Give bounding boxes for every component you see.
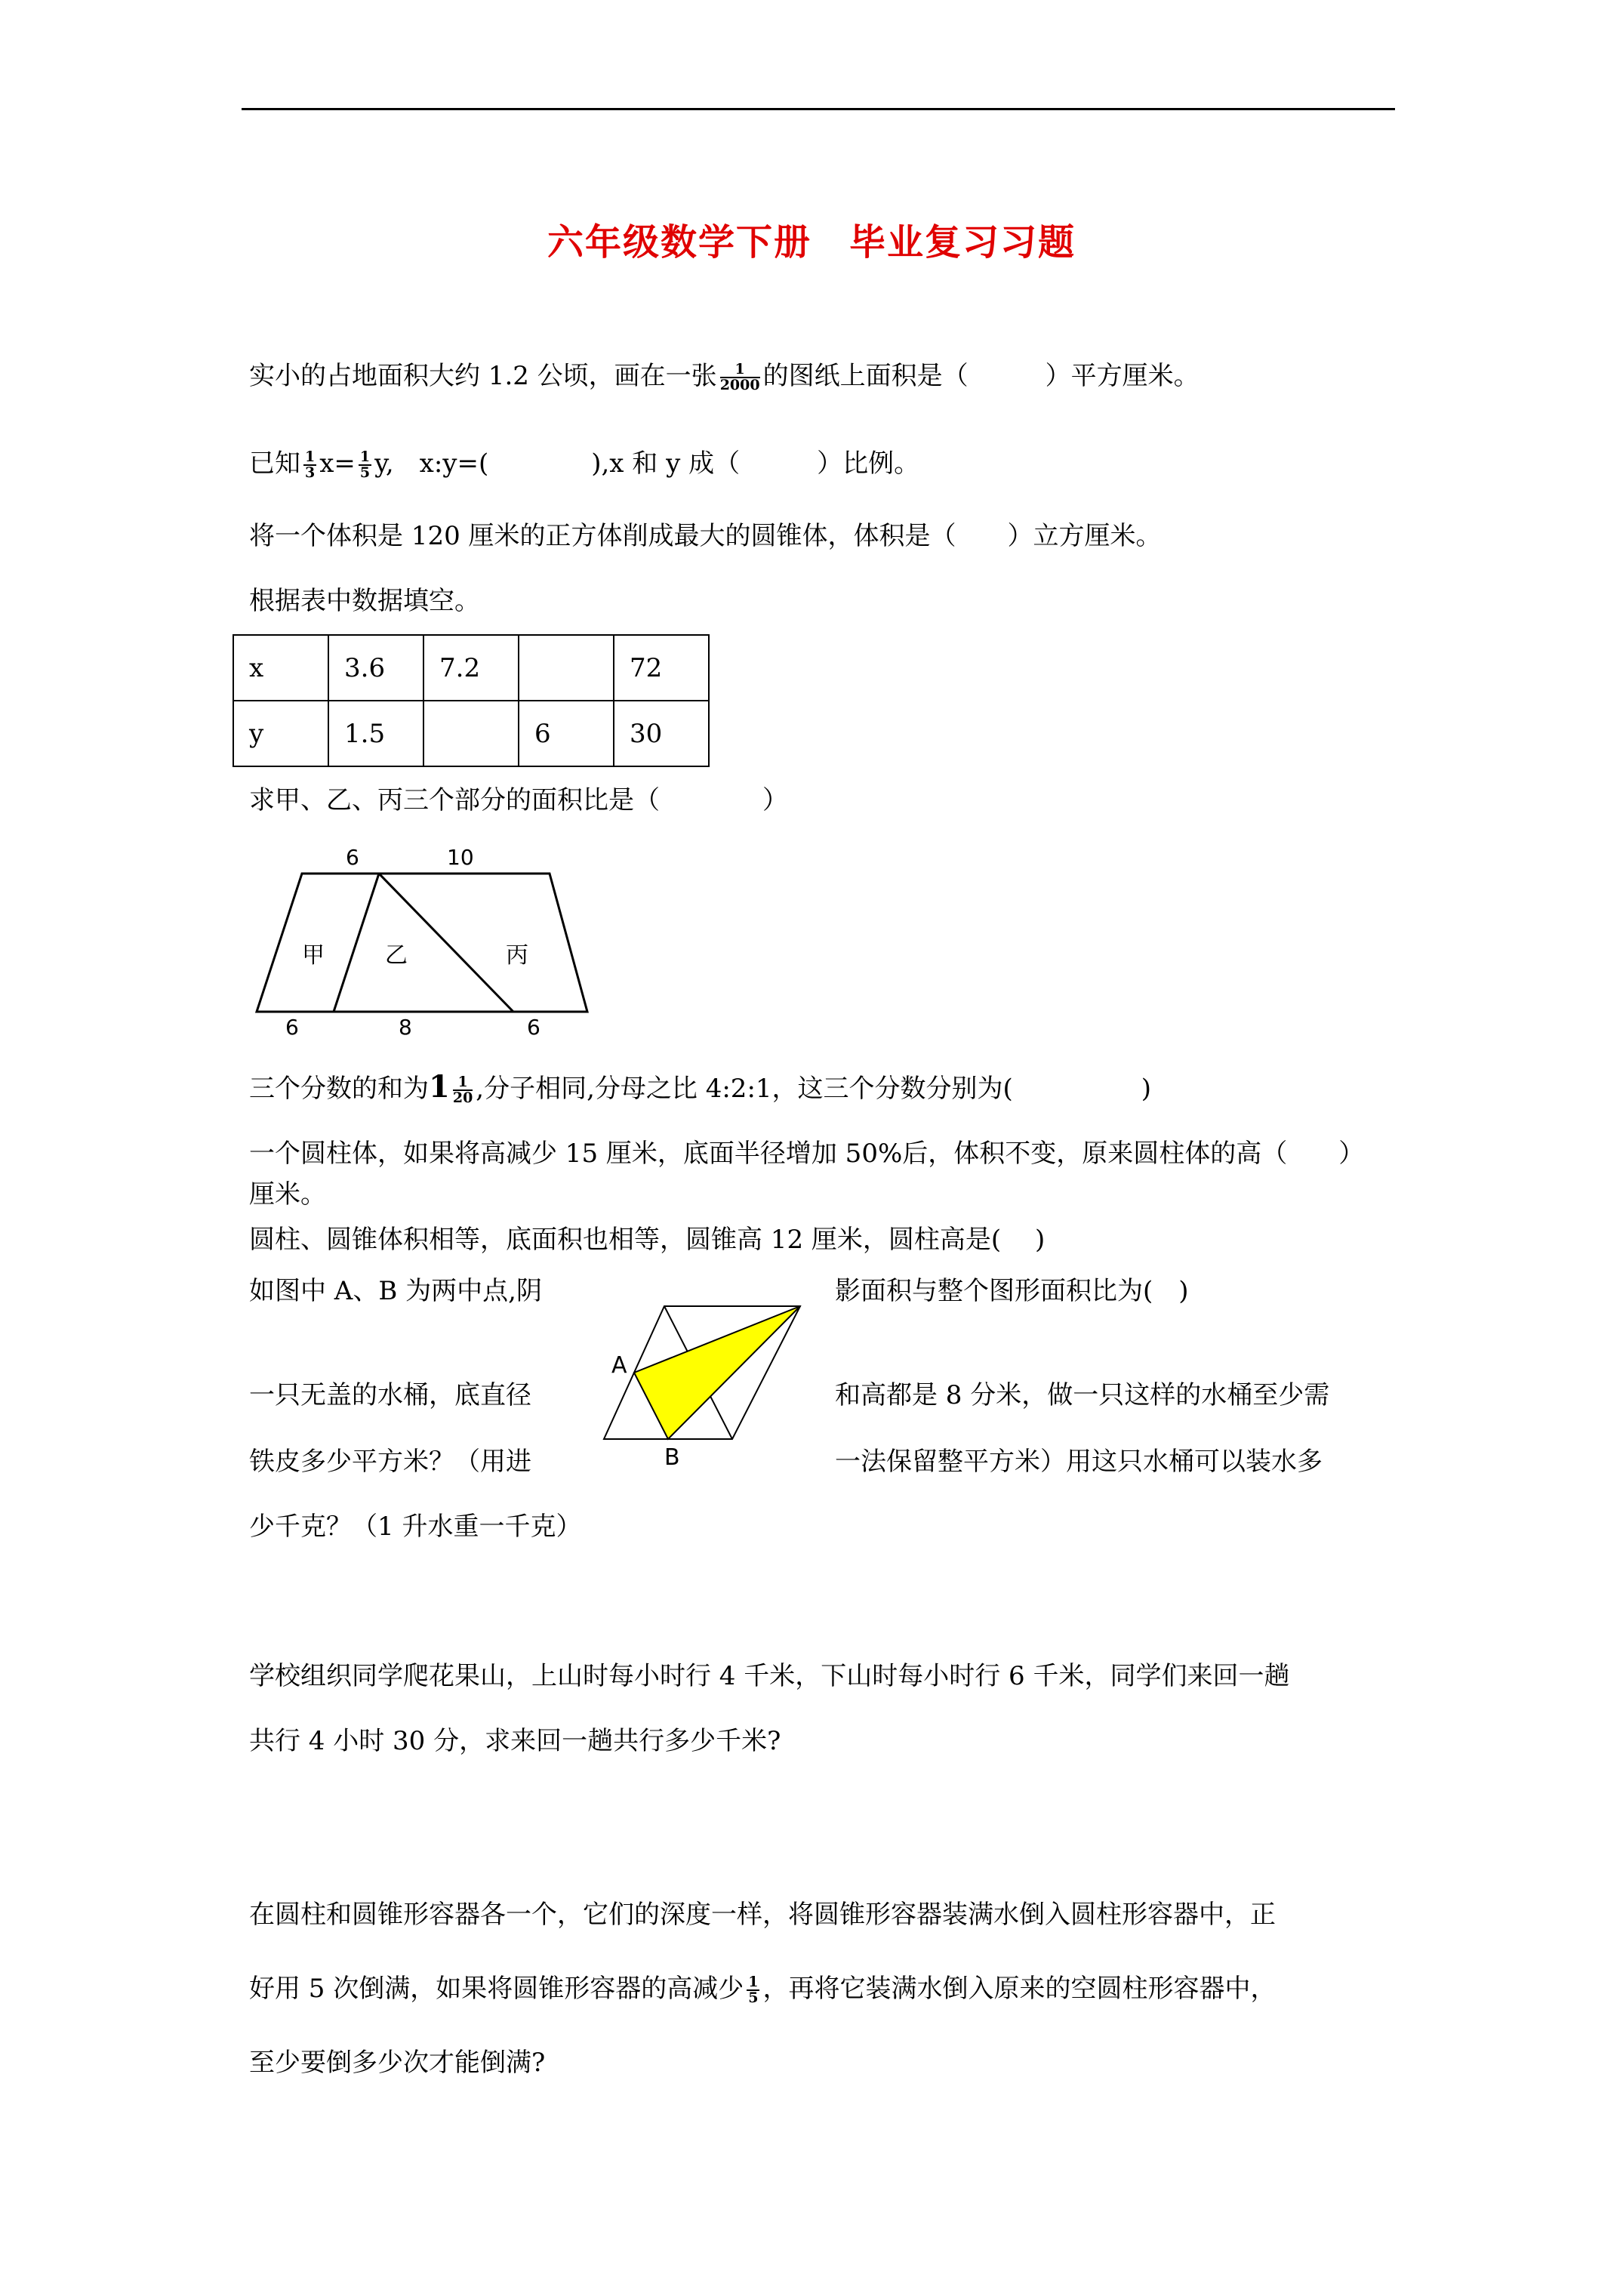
- parallelogram-figure: [596, 1291, 823, 1465]
- question-12-cont-2: 至少要倒多少次才能倒满?: [249, 2048, 546, 2078]
- table-cell: [423, 701, 519, 766]
- question-11-cont: 共行 4 小时 30 分，求来回一趟共行多少千米?: [249, 1726, 781, 1756]
- label-top-left: 6: [346, 845, 359, 870]
- table-cell: 72: [614, 635, 709, 701]
- question-3: 将一个体积是 120 厘米的正方体削成最大的圆锥体，体积是（ ）立方厘米。: [249, 521, 1162, 551]
- trapezoid-figure: [249, 842, 604, 1038]
- label-bottom-left: 6: [285, 1015, 299, 1038]
- label-a: A: [611, 1352, 627, 1379]
- question-11: 学校组织同学爬花果山，上山时每小时行 4 千米，下山时每小时行 6 千米，同学们来回一趟: [249, 1661, 1290, 1691]
- fraction: $\frac{1}{20}$: [452, 1074, 473, 1106]
- question-6: 三个分数的和为1 $\frac{1}{20}$ ,分子相同,分母之比 4:2:1，这三个分数分别为( ): [249, 1069, 1152, 1106]
- question-10-right: 和高都是 8 分米，做一只这样的水桶至少需: [835, 1380, 1330, 1410]
- page-title: 六年级数学下册 毕业复习习题: [547, 221, 1076, 264]
- question-1: 实小的占地面积大约 1.2 公顷，画在一张 $\frac{1}{2000}$ 的图纸上面积是（ ）平方厘米。: [249, 361, 1200, 393]
- table-cell: x: [233, 635, 328, 701]
- question-9-left: 如图中 A、B 为两中点,阴: [249, 1276, 542, 1306]
- fraction: $\frac{1}{5}$: [748, 1974, 759, 2006]
- label-bottom-mid: 8: [399, 1015, 412, 1038]
- question-10-line-3: 少千克？（1 升水重一千克）: [249, 1512, 582, 1542]
- table-row: [233, 701, 709, 766]
- label-jia: 甲: [302, 942, 325, 969]
- data-table: [233, 634, 710, 767]
- fraction: $\frac{1}{5}$: [359, 448, 371, 481]
- shaded-triangle: [634, 1306, 800, 1439]
- question-2: 已知 $\frac{1}{3}$ x= $\frac{1}{5}$ y, x:y=( ),x 和 y 成（ ）比例。: [249, 448, 920, 481]
- table-row: [233, 635, 709, 701]
- label-bottom-right: 6: [527, 1015, 540, 1038]
- label-yi: 乙: [385, 942, 408, 969]
- fraction: $\frac{1}{2000}$: [719, 361, 760, 393]
- question-5: 求甲、乙、丙三个部分的面积比是（ ）: [249, 785, 788, 815]
- label-bing: 丙: [506, 942, 528, 969]
- question-10-left: 一只无盖的水桶，底直径: [249, 1380, 531, 1410]
- table-cell: 1.5: [328, 701, 423, 766]
- question-9-right: 影面积与整个图形面积比为( ): [835, 1276, 1189, 1306]
- question-4: 根据表中数据填空。: [249, 586, 480, 616]
- table-cell: 6: [519, 701, 614, 766]
- question-12: 在圆柱和圆锥形容器各一个，它们的深度一样，将圆锥形容器装满水倒入圆柱形容器中，正: [249, 1900, 1276, 1930]
- label-top-right: 10: [447, 845, 474, 870]
- header-rule: [242, 108, 1395, 110]
- fraction: $\frac{1}{3}$: [305, 448, 316, 481]
- divider-line-1: [334, 874, 379, 1012]
- table-cell: 7.2: [423, 635, 519, 701]
- question-12-cont: 好用 5 次倒满，如果将圆锥形容器的高减少 $\frac{1}{5}$ ，再将它装满水倒入原来的空圆柱形容器中，: [249, 1974, 1277, 2006]
- question-7-cont: 厘米。: [249, 1179, 326, 1210]
- table-cell: 30: [614, 701, 709, 766]
- question-10-right-2: 一法保留整平方米）用这只水桶可以装水多: [835, 1447, 1323, 1477]
- label-b: B: [664, 1444, 680, 1465]
- question-7: 一个圆柱体，如果将高减少 15 厘米，底面半径增加 50%后，体积不变，原来圆柱体的高（ ）: [249, 1139, 1365, 1169]
- table-cell: y: [233, 701, 328, 766]
- table-cell: [519, 635, 614, 701]
- table-cell: 3.6: [328, 635, 423, 701]
- question-8: 圆柱、圆锥体积相等，底面积也相等，圆锥高 12 厘米，圆柱高是( ): [249, 1225, 1046, 1255]
- question-10-left-2: 铁皮多少平方米？（用进: [249, 1447, 531, 1477]
